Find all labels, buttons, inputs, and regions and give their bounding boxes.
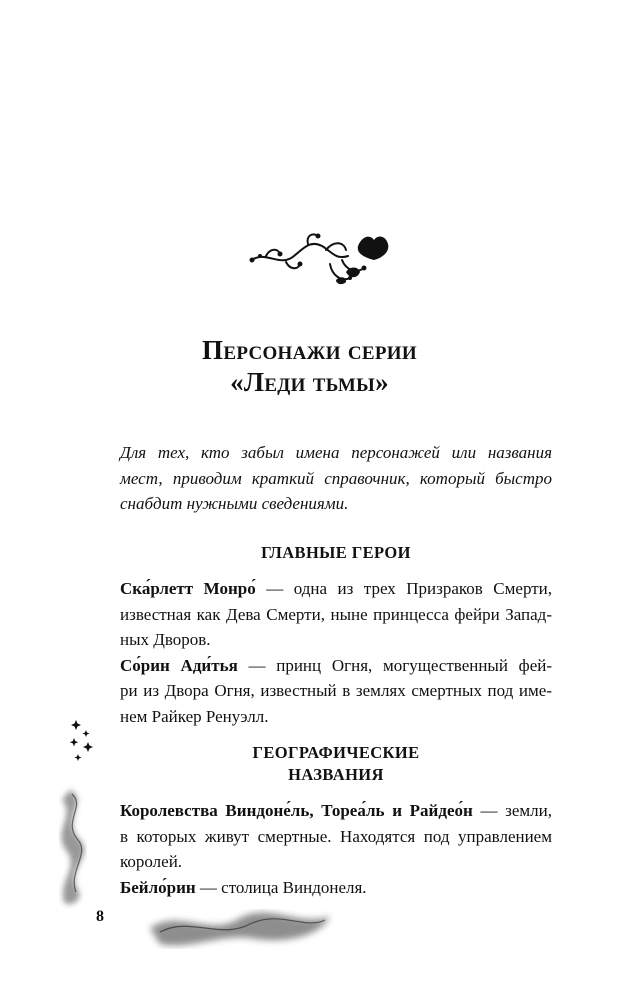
entry-text: — одна из трех Призраков Смерти, bbox=[255, 579, 553, 598]
page-title bbox=[0, 334, 619, 398]
entry-line: ных Дворов. bbox=[120, 630, 211, 649]
intro-line: снабдит нужными сведениями. bbox=[120, 494, 349, 513]
entry-line bbox=[120, 653, 552, 679]
section-heading-geography bbox=[120, 742, 552, 786]
floral-vignette-icon bbox=[246, 226, 394, 288]
entry-text: — земли, bbox=[472, 801, 552, 820]
geography-entries bbox=[120, 798, 552, 900]
entry-line: известная как Дева Смерти, ныне принцесса фейри Запад- bbox=[120, 604, 552, 624]
intro-line: Для тех, кто забыл имена персонажей или названия bbox=[120, 443, 552, 462]
intro-line: мест, приводим краткий справочник, который быстро bbox=[120, 468, 552, 488]
entry-name-sorin: Со́рин Ади́тья bbox=[120, 655, 238, 675]
smoke-decoration-bottom bbox=[140, 888, 340, 958]
entry-name-scarlett: Ска́рлетт Монро́ bbox=[120, 579, 256, 598]
geography-heading-line-1: ГЕОГРАФИЧЕСКИЕ bbox=[252, 743, 420, 762]
entry-line: в которых живут смертные. Находятся под управлением bbox=[120, 826, 552, 846]
page-number: 8 bbox=[96, 908, 104, 925]
section-heading-main-heroes: ГЛАВНЫЕ ГЕРОИ bbox=[261, 543, 411, 562]
entry-line: ри из Двора Огня, известный в землях смертных под име- bbox=[120, 681, 552, 700]
entry-line: королей. bbox=[120, 852, 183, 871]
smoke-decoration-left bbox=[40, 780, 110, 910]
entry-line: нем Райкер Ренуэлл. bbox=[120, 706, 269, 726]
entry-text: — принц Огня, могущественный фей- bbox=[237, 655, 553, 675]
entry-line bbox=[120, 798, 552, 824]
geography-heading-line-2: НАЗВАНИЯ bbox=[288, 765, 384, 784]
title-line-2: «Леди тьмы» bbox=[230, 367, 389, 397]
entry-text: — столица Виндонеля. bbox=[195, 877, 367, 897]
entry-line bbox=[120, 576, 552, 602]
title-line-1: Персонажи серии bbox=[202, 335, 417, 365]
main-heroes-entries bbox=[120, 576, 552, 729]
entry-name-kingdoms: Королевства Виндоне́ль, Тореа́ль и Райдео́н bbox=[120, 801, 473, 820]
stars-icon bbox=[68, 716, 98, 762]
entry-name-beylorin: Бейло́рин bbox=[120, 877, 196, 897]
intro-paragraph bbox=[120, 440, 552, 517]
